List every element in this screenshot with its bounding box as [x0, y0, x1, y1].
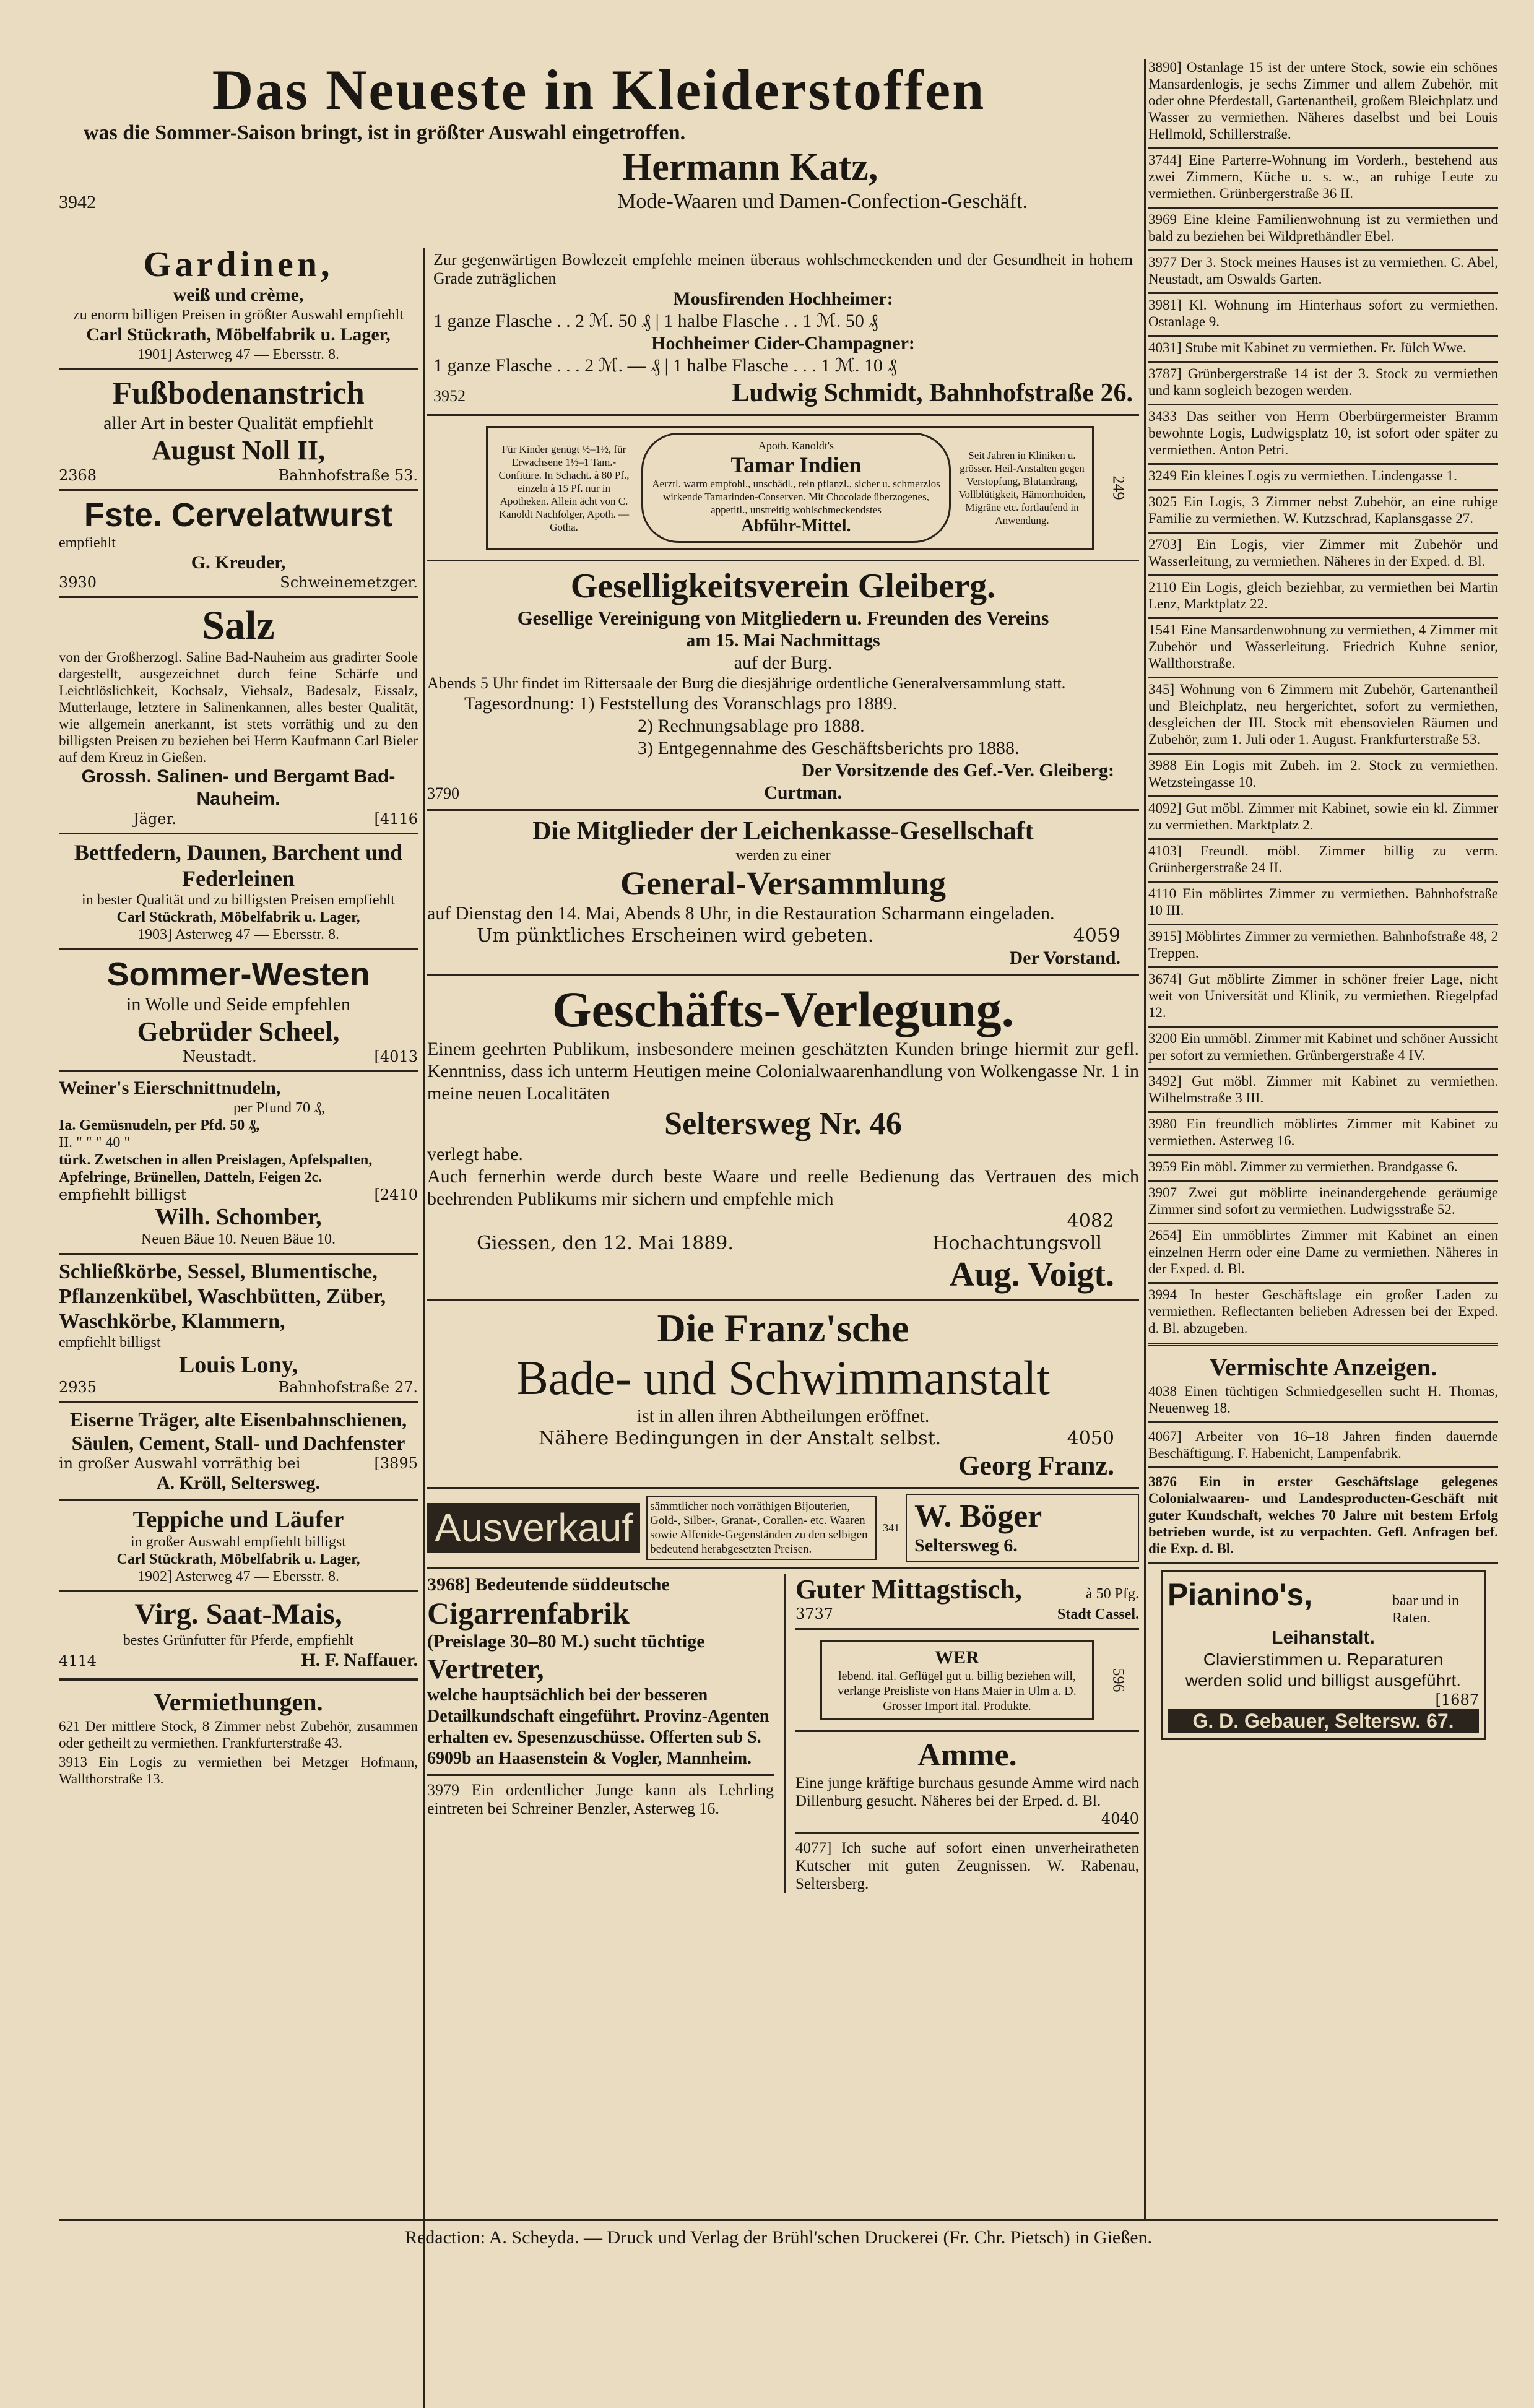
divider: [59, 489, 418, 491]
ausverkauf-title: Ausverkauf: [427, 1503, 640, 1553]
vermiethung-ad: 3994 In bester Geschäftslage ein großer Laden zu vermiethen. Reflectanten belieben Adressen bei der Exped. d. Bl. abzugeben.: [1148, 1287, 1498, 1336]
divider: [1148, 881, 1498, 883]
divider: [427, 809, 1139, 811]
gardinen-text: zu enorm billigen Preisen in größter Auswahl empfiehlt: [73, 307, 404, 323]
mittag-price: à 50 Pfg.: [1086, 1586, 1139, 1602]
divider: [1148, 1421, 1498, 1423]
vermiethung-ad: 2703] Ein Logis, vier Zimmer mit Zubehör und Wasserleitung, zu vermiethen. Näheres in der Exped. d. Bl.: [1148, 537, 1498, 569]
verlegung-text2: verlegt habe.: [427, 1144, 523, 1164]
ad-westen: [59, 955, 418, 1065]
divider: [795, 1730, 1139, 1732]
vermiethung-ad: 3969 Eine kleine Familienwohnung ist zu vermiethen und bald zu beziehen bei Wildprethändler Ebel.: [1148, 212, 1498, 244]
ad-nudeln: [59, 1077, 418, 1248]
bade-line: Nähere Bedingungen in der Anstalt selbst.: [539, 1427, 942, 1449]
amme-title: Amme.: [917, 1738, 1017, 1773]
header-title: Das Neueste in Kleiderstoffen: [212, 58, 986, 121]
nudeln-firm: Wilh. Schomber,: [155, 1204, 322, 1230]
ausverkauf-addr: Seltersweg 6.: [914, 1535, 1018, 1556]
bettfedern-title: Bettfedern, Daunen, Barchent und Federleinen: [74, 840, 403, 891]
cervelat-num: 3930: [59, 574, 97, 591]
divider: [427, 974, 1139, 976]
verlegung-text1: Einem geehrten Publikum, insbesondere meinen geschätzten Kunden bringe hiermit zur gefl. Kenntniss, dass ich unterm Heutigen meine Colonialwaarenhandlung von Wolkengasse Nr. 1 in meine neuen Localitäten: [427, 1039, 1139, 1104]
divider: [1148, 404, 1498, 405]
vermiethung-ad: 2654] Ein unmöblirtes Zimmer mit Kabinet an einen einzelnen Herrn oder eine Dame zu vermiethen. Näheres in der Exped. d. Bl.: [1148, 1228, 1498, 1276]
divider: [1148, 795, 1498, 797]
vermiethung-list: [1148, 59, 1498, 1336]
gardinen-firm: Carl Stückrath, Möbelfabrik u. Lager,: [86, 324, 391, 345]
bade-num: 4050: [1067, 1427, 1114, 1449]
traeger-title: Eiserne Träger, alte Eisenbahnschienen, Säulen, Cement, Stall- und Dachfenster: [69, 1408, 407, 1454]
leichen-line: Um pünktliches Erscheinen wird gebeten.: [477, 925, 874, 946]
divider: [1148, 361, 1498, 363]
vermiethung-ad: 3674] Gut möblirte Zimmer in schöner freier Lage, nicht weit von Universität und Klinik, zu vermiethen. Riegelpfad 12.: [1148, 971, 1498, 1020]
leichen-text: auf Dienstag den 14. Mai, Abends 8 Uhr, in die Restauration Scharmann eingeladen.: [427, 903, 1055, 924]
leichen-sig: Der Vorstand.: [1009, 948, 1120, 968]
bade-sub: ist in allen ihren Abtheilungen eröffnet.: [636, 1406, 930, 1426]
vermiethung-ad: 3200 Ein unmöbl. Zimmer mit Kabinet und schöner Aussicht per sofort zu vermiethen. Grünbergerstraße 4 IV.: [1148, 1031, 1498, 1063]
bettfedern-firm: Carl Stückrath, Möbelfabrik u. Lager,: [116, 909, 360, 925]
ad-ausverkauf: [427, 1494, 1139, 1562]
gardinen-addr: 1901] Asterweg 47 — Ebersstr. 8.: [137, 347, 339, 363]
column-3: [1148, 59, 1498, 1746]
ad-mittag: [795, 1574, 1139, 1623]
fussboden-num: 2368: [59, 467, 97, 484]
westen-text: in Wolle und Seide empfehlen: [126, 994, 350, 1015]
cigarren-v: Vertreter,: [427, 1653, 544, 1684]
divider: [59, 1678, 418, 1681]
tamar-title: Tamar Indien: [730, 453, 862, 477]
divider: [1148, 532, 1498, 534]
teppiche-firm: Carl Stückrath, Möbelfabrik u. Lager,: [116, 1551, 360, 1567]
ad-amme: [795, 1737, 1139, 1827]
divider: [1148, 1466, 1498, 1468]
koerbe-text: empfiehlt billigst: [59, 1335, 161, 1351]
mittag-place: Stadt Cassel.: [1057, 1606, 1139, 1622]
gleiberg-place: auf der Burg.: [734, 652, 833, 673]
vermiethung-ad: 4031] Stube mit Kabinet zu vermiethen. Fr. Jülch Wwe.: [1148, 340, 1467, 355]
ausverkauf-num: 341: [883, 1521, 900, 1534]
fussboden-firm: August Noll II,: [152, 435, 325, 466]
gleiberg-t2: 2) Rechnungsablage pro 1888.: [638, 716, 865, 736]
fussboden-addr: Bahnhofstraße 53.: [278, 467, 418, 484]
wein-title: WER: [935, 1647, 979, 1668]
vermischt-4038: 4038 Einen tüchtigen Schmiedgesellen sucht H. Thomas, Neuenweg 18.: [1148, 1384, 1498, 1416]
koerbe-firm: Louis Lony,: [178, 1352, 298, 1378]
traeger-firm: A. Kröll, Seltersweg.: [156, 1473, 321, 1493]
divider: [1148, 249, 1498, 251]
ad-bettfedern: [59, 839, 418, 943]
vermiethung-ad: 3025 Ein Logis, 3 Zimmer nebst Zubehör, an eine ruhige Familie zu vermiethen. W. Kutzschrad, Kaplansgasse 27.: [1148, 494, 1498, 526]
vermiethung-ad: 3988 Ein Logis mit Zubeh. im 2. Stock zu vermiethen. Wetzsteingasse 10.: [1148, 758, 1498, 790]
verlegung-addr: Seltersweg Nr. 46: [664, 1106, 902, 1141]
divider: [1148, 1223, 1498, 1224]
vermiethung-ad: 3981] Kl. Wohnung im Hinterhaus sofort zu vermiethen. Ostanlage 9.: [1148, 297, 1498, 329]
nudeln-l2: per Pfund 70 ₰,: [233, 1100, 325, 1116]
koerbe-addr: Bahnhofstraße 27.: [278, 1379, 418, 1396]
divider: [427, 1567, 1139, 1569]
ad-koerbe: [59, 1260, 418, 1396]
cigarren-title: Cigarrenfabrik: [427, 1596, 630, 1631]
divider: [59, 1253, 418, 1255]
gleiberg-sub: Gesellige Vereinigung von Mitgliedern u. Freunden des Vereins: [517, 607, 1049, 629]
bade-firm: Georg Franz.: [958, 1450, 1114, 1481]
vermiethung-ad: 3433 Das seither von Herrn Oberbürgermeister Bramm bewohnte Logis, Ludwigsplatz 10, ist sofort oder später zu vermiethen. Anton Petri.: [1148, 409, 1498, 457]
tamar-bottom: Abführ-Mittel.: [741, 516, 851, 535]
divider: [1148, 966, 1498, 968]
nudeln-l4: II. " " " 40 ": [59, 1135, 131, 1151]
bowle-h1: Mousfirenden Hochheimer:: [673, 288, 893, 309]
tamar-num: 249: [1109, 475, 1128, 500]
section-vermiethungen: [59, 1687, 418, 1787]
ad-teppiche: [59, 1506, 418, 1585]
ad-salz: [59, 603, 418, 828]
gleiberg-date: am 15. Mai Nachmittags: [686, 630, 880, 651]
westen-firm: Gebrüder Scheel,: [137, 1016, 340, 1047]
divider: [1148, 207, 1498, 209]
ad-cigarren: [427, 1574, 774, 1769]
bade-t1: Die Franz'sche: [657, 1306, 909, 1350]
divider: [59, 1401, 418, 1403]
nudeln-num: [2410: [374, 1186, 418, 1203]
vermiethung-ad: 3249 Ein kleines Logis zu vermiethen. Lindengasse 1.: [1148, 468, 1457, 483]
bowle-h2: Hochheimer Cider-Champagner:: [651, 333, 915, 353]
amme-num: 4040: [1101, 1810, 1139, 1827]
ad-cervelat: [59, 496, 418, 591]
divider: [795, 1628, 1139, 1630]
ad-gardinen: [59, 245, 418, 363]
divider: [1148, 335, 1498, 337]
leichen-gv: General-Versammlung: [620, 865, 946, 902]
piano-t4: Clavierstimmen u. Reparaturen: [1203, 1650, 1444, 1669]
vermischte-title: Vermischte Anzeigen.: [1209, 1353, 1437, 1381]
koerbe-title: Schließkörbe, Sessel, Blumentische, Pflanzenkübel, Waschbütten, Züber, Waschkörbe, Klammern,: [59, 1260, 386, 1333]
mais-text: bestes Grünfutter für Pferde, empfiehlt: [123, 1632, 354, 1648]
divider: [59, 1070, 418, 1072]
fussboden-text: aller Art in bester Qualität empfiehlt: [103, 413, 373, 433]
bettfedern-text: in bester Qualität und zu billigsten Preisen empfiehlt: [82, 892, 395, 908]
divider: [1148, 753, 1498, 755]
cigarren-text: welche hauptsächlich bei der besseren Detailkundschaft eingeführt. Provinz-Agenten erhalten ev. Spesenzuschüsse. Offerten sub S. 6909b an Haasenstein & Vogler, Mannheim.: [427, 1686, 769, 1768]
ad-leichenkasse: [427, 816, 1139, 969]
ausverkauf-mid: sämmtlicher noch vorräthigen Bijouterien, Gold-, Silber-, Granat-, Corallen- etc. Waaren sowie Alfenide-Gegenständen zu den selbigen bedeutend herabgesetzten Preisen.: [646, 1496, 877, 1560]
divider: [1148, 463, 1498, 465]
tamar-head: Apoth. Kanoldt's: [758, 440, 834, 452]
nudeln-addr: Neuen Bäue 10. Neuen Bäue 10.: [141, 1231, 336, 1247]
gleiberg-name: Curtman.: [764, 782, 842, 803]
gardinen-title: Gardinen,: [143, 244, 334, 284]
ad-traeger: [59, 1408, 418, 1494]
bowle-firm: Ludwig Schmidt, Bahnhofstraße 26.: [732, 379, 1133, 407]
divider: [427, 414, 1139, 416]
koerbe-num: 2935: [59, 1379, 97, 1396]
piano-title: Pianino's,: [1168, 1577, 1313, 1612]
ad-gleiberg: [427, 566, 1139, 804]
nudeln-l3: Ia. Gemüsnudeln, per Pfd. 50 ₰,: [59, 1117, 260, 1133]
gleiberg-sig: Der Vorsitzende des Gef.-Ver. Gleiberg:: [801, 760, 1114, 781]
mais-num: 4114: [59, 1652, 97, 1670]
verlegung-title: Geschäfts-Verlegung.: [552, 981, 1015, 1037]
bowle-p2: 1 ganze Flasche . . . 2 ℳ. — ₰ | 1 halbe Flasche . . . 1 ℳ. 10 ₰: [433, 355, 897, 376]
header-firm-desc: Mode-Waaren und Damen-Confection-Geschäft.: [617, 190, 1028, 213]
divider: [1148, 924, 1498, 925]
divider: [1148, 617, 1498, 619]
traeger-text: in großer Auswahl vorräthig bei: [59, 1455, 301, 1472]
divider: [59, 596, 418, 598]
bowle-p1: 1 ganze Flasche . . 2 ℳ. 50 ₰ | 1 halbe Flasche . . 1 ℳ. 50 ₰: [433, 311, 878, 331]
gardinen-sub: weiß und crème,: [173, 285, 304, 305]
nudeln-l6: empfiehlt billigst: [59, 1186, 187, 1203]
vermiethung-ad: 2110 Ein Logis, gleich beziehbar, zu vermiethen bei Martin Lenz, Marktplatz 22.: [1148, 579, 1498, 612]
verlegung-num: 4082: [1067, 1210, 1114, 1232]
divider: [1148, 1026, 1498, 1028]
ad-lehrling: 3979 Ein ordentlicher Junge kann als Lehrling eintreten bei Schreiner Benzler, Asterweg 16.: [427, 1781, 774, 1817]
vermiethung-ad: 3890] Ostanlage 15 ist der untere Stock, sowie ein schönes Mansardenlogis, je sechs Zimmer und allem Zubehör, mit oder ohne Pferdestall, Gartenantheil, großem Bleichplatz und Wasser zu vermiethen. Näheres daselbst und bei Louis Hellmold, Schillerstraße.: [1148, 59, 1498, 142]
vermiethung-ad: 1541 Eine Mansardenwohnung zu vermiethen, 4 Zimmer mit Zubehör und Wasserleitung. Friedrich Kuhne senior, Wallthorstraße.: [1148, 622, 1498, 671]
amme-text: Eine junge kräftige burchaus gesunde Amme wird nach Dillenburg gesucht. Näheres bei der Erped. d. Bl.: [795, 1775, 1139, 1809]
ad-piano: [1161, 1570, 1486, 1740]
vermiethung-ad: 3787] Grünbergerstraße 14 ist der 3. Stock zu vermiethen und kann sogleich bezogen werden.: [1148, 366, 1498, 398]
cigarren-l2: (Preislage 30–80 M.) sucht tüchtige: [427, 1631, 705, 1652]
ad-wein: [795, 1635, 1139, 1725]
wein-num: 596: [1109, 1668, 1128, 1692]
tamar-right: Seit Jahren in Kliniken u. grösser. Heil-Anstalten gegen Verstopfung, Blutandrang, Vollblütigkeit, Hämorrhoiden, Migräne etc. fortlaufend in Anwendung.: [958, 449, 1086, 526]
tamar-left: Für Kinder genügt ½–1½, für Erwachsene 1½–1 Tam.-Confitüre. In Schacht. à 80 Pf., einzeln à 15 Pf. nur in Apotheken. Allein ächt von C. Kanoldt Nachfolger, Apoth. — Gotha.: [498, 443, 630, 533]
divider: [59, 1499, 418, 1501]
ad-fussboden: [59, 375, 418, 484]
westen-title: Sommer-Westen: [106, 956, 370, 993]
piano-t2: baar und in Raten.: [1392, 1593, 1459, 1626]
divider: [1148, 1111, 1498, 1113]
cervelat-text: empfiehlt: [59, 535, 116, 551]
vermiethung-ad: 3977 Der 3. Stock meines Hauses ist zu vermiethen. C. Abel, Neustadt, am Oswalds Garten.: [1148, 254, 1498, 287]
gleiberg-num: 3790: [427, 784, 459, 802]
piano-t5: werden solid und billigst ausgeführt.: [1185, 1671, 1462, 1690]
divider: [427, 1774, 774, 1776]
teppiche-addr: 1902] Asterweg 47 — Ebersstr. 8.: [137, 1569, 339, 1585]
vermiethung-ad: 4103] Freundl. möbl. Zimmer billig zu verm. Grünbergerstraße 24 II.: [1148, 843, 1498, 875]
footer-imprint: Redaction: A. Scheyda. — Druck und Verlag der Brühl'schen Druckerei (Fr. Chr. Pietsch) in Gießen.: [59, 2219, 1498, 2248]
col2-left-lower: [427, 1574, 774, 1893]
nudeln-l1: Weiner's Eierschnittnudeln,: [59, 1078, 281, 1098]
gleiberg-t3: 3) Entgegennahme des Geschäftsberichts pro 1888.: [638, 738, 1020, 758]
mais-title: Virg. Saat-Mais,: [134, 1598, 342, 1631]
bowle-num: 3952: [433, 387, 466, 405]
divider: [59, 1590, 418, 1592]
column-rule-2: [1144, 59, 1146, 2219]
divider: [1148, 292, 1498, 294]
col2-right-lower: [795, 1574, 1139, 1893]
tamar-mid: Aerztl. warm empfohl., unschädl., rein pflanzl., sicher u. schmerzlos wirkende Tamarinden-Conserven. Mit Chocolade überzogenes, appetitl., unstreitig wohlschmeckendstes: [652, 478, 940, 516]
teppiche-text: in großer Auswahl empfiehlt billigst: [131, 1534, 346, 1550]
header-ad: [59, 59, 1139, 214]
gleiberg-title: Geselligkeitsverein Gleiberg.: [570, 567, 996, 605]
cervelat-firm: G. Kreuder,: [191, 552, 286, 573]
vermiethung-ad: 3980 Ein freundlich möblirtes Zimmer mit Kabinet zu vermiethen. Asterweg 16.: [1148, 1116, 1498, 1148]
wein-text: lebend. ital. Geflügel gut u. billig beziehen will, verlange Preisliste von Hans Maier in Ulm a. D. Grosser Import ital. Produkte.: [838, 1670, 1077, 1713]
inner-rule: [784, 1574, 786, 1893]
ad-mais: [59, 1597, 418, 1671]
salz-sig: Jäger.: [133, 810, 176, 828]
vermiethungen-title: Vermiethungen.: [154, 1688, 323, 1716]
verlegung-date: Giessen, den 12. Mai 1889.: [477, 1232, 734, 1254]
piano-firm: G. D. Gebauer, Seltersw. 67.: [1168, 1709, 1479, 1733]
piano-t3: Leihanstalt.: [1272, 1627, 1375, 1648]
divider: [427, 1487, 1139, 1489]
bettfedern-addr: 1903] Asterweg 47 — Ebersstr. 8.: [137, 927, 339, 943]
mittag-title: Guter Mittagstisch,: [795, 1574, 1022, 1605]
westen-num: [4013: [374, 1048, 418, 1065]
nudeln-l5: türk. Zwetschen in allen Preislagen, Apfelspalten, Apfelringe, Brünellen, Datteln, Feigen 2c.: [59, 1152, 373, 1185]
column-1: [59, 245, 418, 1791]
header-num: 3942: [59, 192, 96, 212]
bade-t2: Bade- und Schwimmanstalt: [516, 1351, 1051, 1405]
fussboden-title: Fußbodenanstrich: [112, 376, 365, 411]
gleiberg-text: Abends 5 Uhr findet im Rittersaale der Burg die diesjährige ordentliche Generalversammlung statt.: [427, 674, 1066, 692]
verlegung-greet: Hochachtungsvoll: [932, 1232, 1102, 1254]
mais-firm: H. F. Naffauer.: [301, 1650, 418, 1670]
vermiethung-ad: 3915] Möblirtes Zimmer zu vermiethen. Bahnhofstraße 48, 2 Treppen.: [1148, 929, 1498, 961]
divider: [1148, 1562, 1498, 1564]
vermischt-4067: 4067] Arbeiter von 16–18 Jahren finden dauernde Beschäftigung. F. Habenicht, Lampenfabrik.: [1148, 1429, 1498, 1461]
header-subtitle: was die Sommer-Saison bringt, ist in größter Auswahl eingetroffen.: [84, 121, 686, 144]
vermiethung-ad: 3959 Ein möbl. Zimmer zu vermiethen. Brandgasse 6.: [1148, 1159, 1458, 1174]
bowle-text: Zur gegenwärtigen Bowlezeit empfehle meinen überaus wohlschmeckenden und der Gesundheit in hohem Grade zuträglichen: [433, 251, 1133, 287]
cervelat-title: Fste. Cervelatwurst: [84, 496, 393, 534]
leichen-title: Die Mitglieder der Leichenkasse-Gesellschaft: [532, 817, 1034, 846]
divider: [1148, 1068, 1498, 1070]
vermiethung-ad: 3907 Zwei gut möblirte ineinandergehende geräumige Zimmer sind sofort zu vermiethen. Ludwigsstraße 52.: [1148, 1185, 1498, 1217]
vermiethung-621: 621 Der mittlere Stock, 8 Zimmer nebst Zubehör, zusammen oder getheilt zu vermiethen. Frankfurterstraße 43.: [59, 1718, 418, 1751]
header-firm: Hermann Katz,: [622, 146, 878, 188]
westen-addr: Neustadt.: [183, 1048, 257, 1065]
divider: [59, 948, 418, 950]
divider: [1148, 1154, 1498, 1156]
vermiethung-ad: 3492] Gut möbl. Zimmer mit Kabinet zu vermiethen. Wilhelmstraße 3 III.: [1148, 1073, 1498, 1106]
divider: [1148, 489, 1498, 491]
cigarren-l1: Bedeutende süddeutsche: [475, 1574, 670, 1595]
divider: [1148, 147, 1498, 149]
ausverkauf-firm: W. Böger: [914, 1499, 1042, 1534]
divider: [427, 1299, 1139, 1301]
traeger-num: [3895: [374, 1455, 418, 1472]
divider: [795, 1832, 1139, 1834]
vermiethung-ad: 345] Wohnung von 6 Zimmern mit Zubehör, Gartenantheil und Bleichplatz, neu hergerichtet, sofort zu vermiethen, desgleichen der III. Stock mit ebensovielen Räumen und Zubehör, zum 1. Juli oder 1. August. Frankfurterstraße 53.: [1148, 682, 1498, 747]
vermiethung-ad: 3744] Eine Parterre-Wohnung im Vorderh., bestehend aus zwei Zimmern, Küche u. s. w., an ruhige Leute zu vermiethen. Grünbergerstraße 36 II.: [1148, 152, 1498, 201]
divider: [1148, 1343, 1498, 1346]
vermiethung-3913: 3913 Ein Logis zu vermiethen bei Metzger Hofmann, Wallthorstraße 13.: [59, 1754, 418, 1787]
cervelat-addr: Schweinemetzger.: [280, 574, 418, 591]
vermiethung-ad: 4092] Gut möbl. Zimmer mit Kabinet, sowie ein kl. Zimmer zu vermiethen. Marktplatz 2.: [1148, 800, 1498, 833]
divider: [1148, 1282, 1498, 1284]
salz-title: Salz: [202, 603, 275, 648]
piano-num: [1687: [1435, 1691, 1479, 1709]
teppiche-title: Teppiche und Läufer: [132, 1507, 344, 1533]
gleiberg-t1: Tagesordnung: 1) Feststellung des Voranschlags pro 1889.: [464, 693, 898, 714]
verlegung-text3: Auch fernerhin werde durch beste Waare und reelle Bedienung das Vertrauen des mich beehrenden Publikums mir sichern und empfehle mich: [427, 1166, 1139, 1209]
leichen-sub: werden zu einer: [735, 847, 831, 864]
divider: [1148, 677, 1498, 678]
divider: [1148, 574, 1498, 576]
salz-text: von der Großherzogl. Saline Bad-Nauheim aus gradirter Soole dargestellt, ausgezeichnet durch feine Schärfe und Leichtlöslichkeit, Kochsalz, Viehsalz, Badesalz, Eissalz, Mutterlauge, letztere in Salinenkannen, alles bester Qualität, wie allgemein anerkannt, ist stets vorräthig und zu den billigsten Preisen zu beziehen bei Herrn Kaufmann Carl Bieler auf dem Kreuz in Gießen.: [59, 649, 418, 765]
divider: [59, 833, 418, 834]
column-rule-1: [423, 248, 425, 2408]
tamar-box: [486, 426, 1094, 550]
ad-tamar: [427, 421, 1139, 555]
ad-verlegung: [427, 981, 1139, 1294]
ad-kutscher: 4077] Ich suche auf sofort einen unverheiratheten Kutscher mit guten Zeugnissen. W. Rabenau, Seltersberg.: [795, 1840, 1139, 1892]
salz-num: [4116: [374, 810, 418, 828]
ad-bade: [427, 1306, 1139, 1482]
verlegung-firm: Aug. Voigt.: [949, 1255, 1114, 1294]
vermiethung-ad: 4110 Ein möblirtes Zimmer zu vermiethen. Bahnhofstraße 10 III.: [1148, 886, 1498, 918]
divider: [59, 368, 418, 370]
salz-firm: Grossh. Salinen- und Bergamt Bad-Nauheim.: [81, 766, 396, 809]
divider: [1148, 838, 1498, 840]
divider: [427, 560, 1139, 561]
leichen-num: 4059: [1073, 925, 1120, 946]
mittag-num: 3737: [795, 1605, 834, 1622]
vermischt-3876: 3876 Ein in erster Geschäftslage gelegenes Colonialwaaren- und Landesproducten-Geschäft mit guter Kundschaft, welches 70 Jahre mit bestem Erfolg betrieben wurde, ist zu verpachten. Gefl. Anfragen bef. die Exp. d. Bl.: [1148, 1474, 1498, 1556]
column-2: [427, 251, 1139, 1893]
divider: [1148, 1180, 1498, 1182]
ad-bowle: [427, 251, 1139, 409]
cigarren-num: 3968]: [427, 1574, 470, 1595]
